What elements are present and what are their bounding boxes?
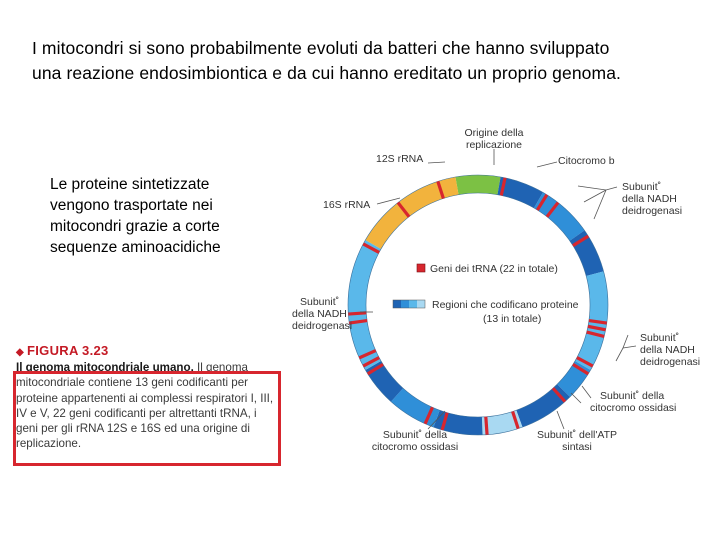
trna-legend-label: Geni dei tRNA (22 in totale) — [430, 263, 558, 275]
figure-label: FIGURA 3.23 — [27, 343, 109, 358]
rrna-16s-label: 16S rRNA — [323, 199, 371, 211]
caption-body: Il genoma mitocondriale contiene 13 geni codificanti per proteine appartenenti ai complessi respiratori I, III, IV e V, 22 geni codificanti per altrettanti tRNA, i geni per gli rRNA 12S e 16S ed una origine di replicazione. — [16, 361, 274, 451]
nadh-left-label-1: Subunit˚ — [300, 296, 340, 308]
origin-segment — [457, 184, 499, 186]
slide-title — [32, 36, 712, 86]
rrna-12s-label: 12S rRNA — [376, 153, 424, 165]
caption-lead: Il genoma mitocondriale umano. — [16, 361, 194, 375]
cytochrome-b-segment — [499, 186, 538, 200]
side-note: Le proteine sintetizzate vengono trasportate nei mitocondri grazie a corte sequenze aminoacidiche — [50, 176, 221, 256]
cox-right-label-2: citocromo ossidasi — [590, 402, 677, 414]
rrna-segment — [373, 186, 457, 245]
nadh-segment-e — [357, 245, 373, 366]
nadh-segment-a — [539, 200, 578, 235]
nadh-right-bottom-label-3: deidrogenasi — [640, 356, 701, 368]
nadh-left-label-3: deidrogenasi — [292, 320, 353, 332]
trna-legend-swatch — [417, 264, 425, 272]
mitochondrial-genome-diagram — [280, 115, 710, 460]
figure-heading — [16, 343, 278, 360]
nadh-right-top-label-2: della NADH — [622, 193, 677, 205]
protein-legend-swatch — [393, 300, 425, 308]
slide-title-line-2: una reazione endosimbiontica e da cui hanno ereditato un proprio genoma. — [32, 63, 621, 83]
atp-synthase-label-1: Subunit˚ dell'ATP — [536, 429, 618, 441]
diamond-icon: ◆ — [16, 347, 24, 358]
origin-label-1: Origine della — [464, 127, 524, 139]
cytochrome-b-label: Citocromo b — [558, 155, 615, 167]
nadh-right-top-label-3: deidrogenasi — [622, 205, 683, 217]
protein-legend-label-2: (13 in totale) — [483, 313, 542, 325]
nadh-right-bottom-label-1: Subunit˚ — [640, 332, 680, 344]
protein-legend-label-1: Regioni che codificano proteine — [432, 299, 579, 311]
nadh-right-top-label-1: Subunit˚ — [622, 181, 662, 193]
slide-title-line-1: I mitocondri si sono probabilmente evoluti da batteri che hanno sviluppato — [32, 38, 610, 58]
cox-left-label-2: citocromo ossidasi — [371, 441, 459, 453]
cox-left-label-1: Subunit˚ della — [382, 429, 448, 441]
atp-synthase-label-2: sintasi — [562, 441, 592, 453]
origin-label-2: replicazione — [465, 139, 523, 151]
trna-marker — [348, 313, 366, 314]
nadh-right-bottom-label-2: della NADH — [640, 344, 695, 356]
highlight-box — [13, 371, 281, 466]
nadh-left-label-2: della NADH — [292, 308, 347, 320]
cox-right-label-1: Subunit˚ della — [600, 390, 665, 402]
trna-marker — [486, 417, 487, 435]
